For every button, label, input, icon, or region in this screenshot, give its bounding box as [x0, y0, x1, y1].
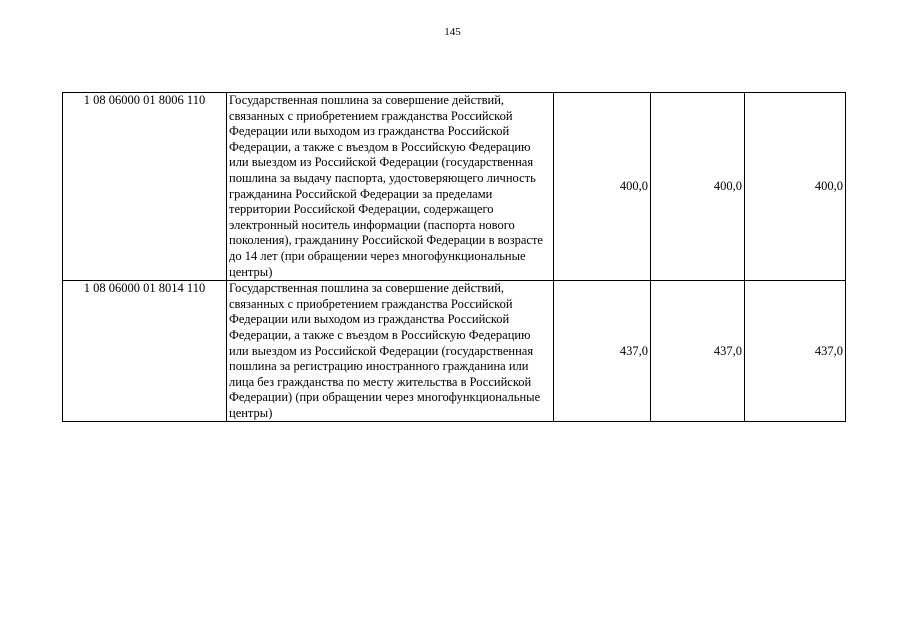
amount-year-2: 437,0 — [651, 281, 745, 422]
amount-year-3: 400,0 — [745, 93, 846, 281]
budget-code: 1 08 06000 01 8014 110 — [63, 281, 227, 422]
amount-year-1: 437,0 — [554, 281, 651, 422]
table-row — [63, 281, 846, 422]
amount-year-3: 437,0 — [745, 281, 846, 422]
revenue-description: Государственная пошлина за совершение действий, связанных с приобретением гражданства Российской Федерации или выходом из гражданства Российской Федерации, а также с въездом в Российскую Федерацию или выездом из Российской Федерации (государственная пошлина за регистрацию иностранного гражданина или лица без гражданства по месту жительства в Российской Федерации) (при обращении через многофункциональные центры) — [227, 281, 554, 422]
budget-code: 1 08 06000 01 8006 110 — [63, 93, 227, 281]
table-row — [63, 93, 846, 281]
page-number: 145 — [444, 26, 461, 38]
amount-year-2: 400,0 — [651, 93, 745, 281]
amount-year-1: 400,0 — [554, 93, 651, 281]
budget-table — [62, 92, 846, 422]
revenue-description: Государственная пошлина за совершение действий, связанных с приобретением гражданства Российской Федерации или выходом из гражданства Российской Федерации, а также с въездом в Российскую Федерацию или выездом из Российской Федерации (государственная пошлина за выдачу паспорта, удостоверяющего личность гражданина Российской Федерации за пределами территории Российской Федерации, содержащего электронный носитель информации (паспорта нового поколения), гражданину Российской Федерации в возрасте до 14 лет (при обращении через многофункциональные центры) — [227, 93, 554, 281]
